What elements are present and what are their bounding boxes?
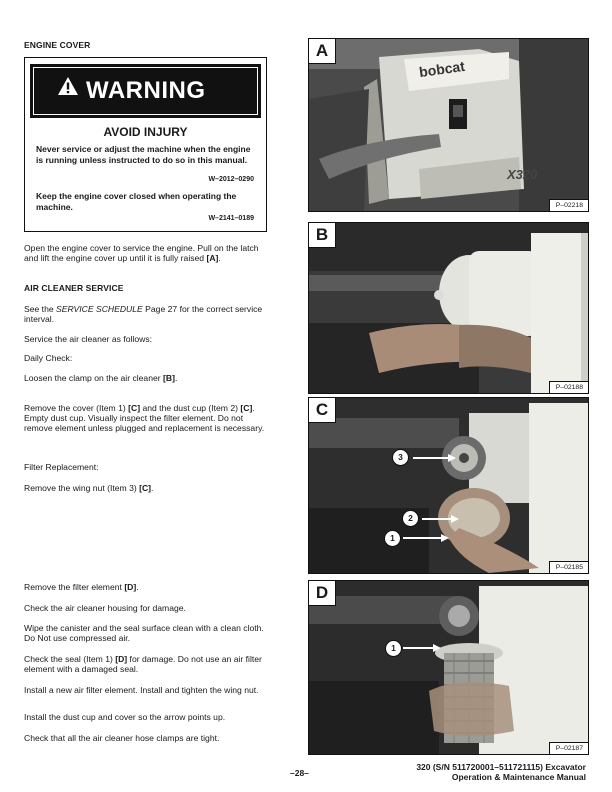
filter-element-illustration xyxy=(309,581,588,754)
section-heading-air-cleaner: AIR CLEANER SERVICE xyxy=(24,283,124,293)
warning-code-1: W–2012–0290 xyxy=(208,176,254,183)
figure-b-label: B xyxy=(309,223,336,248)
paragraph-filter-replacement: Filter Replacement: xyxy=(24,462,99,472)
warning-triangle-icon xyxy=(57,76,79,96)
figure-ref: [A] xyxy=(206,253,219,264)
paragraph-check-clamps: Check that all the air cleaner hose clamps are tight. xyxy=(24,733,220,743)
callout-1: 1 xyxy=(385,640,402,657)
paragraph-remove-filter: Remove the filter element [D]. xyxy=(24,582,139,592)
figure-b-photo xyxy=(308,222,589,394)
figure-c-label: C xyxy=(309,398,336,423)
figure-d-code: P–02187 xyxy=(549,742,588,754)
page-number: –28– xyxy=(290,768,309,778)
warning-code-2: W–2141–0189 xyxy=(208,215,254,222)
callout-3: 3 xyxy=(392,449,409,466)
warning-banner xyxy=(30,64,261,118)
figure-a-label: A xyxy=(309,39,336,64)
paragraph-remove-cover: Remove the cover (Item 1) [C] and the dust cup (Item 2) [C]. Empty dust cup. Visually inspect the filter element. Do not remove element unless plugged and replacement is necessary. xyxy=(24,403,265,434)
figure-a-photo xyxy=(308,38,589,212)
paragraph-remove-wing-nut: Remove the wing nut (Item 3) [C]. xyxy=(24,483,154,493)
footer-line-2: Operation & Maintenance Manual xyxy=(451,772,586,782)
paragraph-service-intro: Service the air cleaner as follows: xyxy=(24,334,153,344)
paragraph-install-dust-cup: Install the dust cup and cover so the arrow points up. xyxy=(24,712,226,722)
figure-c-photo xyxy=(308,397,589,574)
figure-d-photo xyxy=(308,580,589,755)
warning-box xyxy=(24,57,267,232)
warning-title: WARNING xyxy=(86,77,206,104)
footer-title xyxy=(416,762,586,782)
callout-2: 2 xyxy=(402,510,419,527)
warning-subtitle: AVOID INJURY xyxy=(103,125,188,139)
figure-d-label: D xyxy=(309,581,336,606)
paragraph-see-schedule: See the SERVICE SCHEDULE Page 27 for the correct service interval. xyxy=(24,304,263,325)
warning-text-1: Never service or adjust the machine when the engine is running unless instructed to do so in this manual. xyxy=(36,144,251,165)
paragraph-daily-check: Daily Check: xyxy=(24,353,73,363)
section-heading-engine-cover: ENGINE COVER xyxy=(24,40,91,50)
air-cleaner-clamp-illustration xyxy=(309,223,588,393)
paragraph-loosen-clamp: Loosen the clamp on the air cleaner [B]. xyxy=(24,373,178,383)
warning-text-2: Keep the engine cover closed when operating the machine. xyxy=(36,191,237,212)
figure-c-code: P–02185 xyxy=(549,561,588,573)
figure-b-code: P–02188 xyxy=(549,381,588,393)
air-cleaner-cover-illustration xyxy=(309,398,588,573)
bobcat-logo: bobcat xyxy=(418,57,466,81)
footer-line-1: 320 (S/N 511720001–511721115) Excavator xyxy=(416,762,586,772)
paragraph-check-housing: Check the air cleaner housing for damage. xyxy=(24,603,186,613)
figure-a-code: P–02218 xyxy=(549,199,588,211)
paragraph-open-cover: Open the engine cover to service the engine. Pull on the latch and lift the engine cover up until it is fully raised [A]. xyxy=(24,243,259,264)
callout-1: 1 xyxy=(384,530,401,547)
paragraph-install-new-filter: Install a new air filter element. Install and tighten the wing nut. xyxy=(24,685,259,695)
paragraph-wipe-canister: Wipe the canister and the seal surface clean with a clean cloth. Do Not use compressed air. xyxy=(24,623,264,644)
model-badge: X320 xyxy=(507,167,538,182)
service-schedule-link[interactable]: SERVICE SCHEDULE xyxy=(56,304,143,314)
paragraph-check-seal: Check the seal (Item 1) [D] for damage. Do not use an air filter element with a damaged seal. xyxy=(24,654,262,675)
